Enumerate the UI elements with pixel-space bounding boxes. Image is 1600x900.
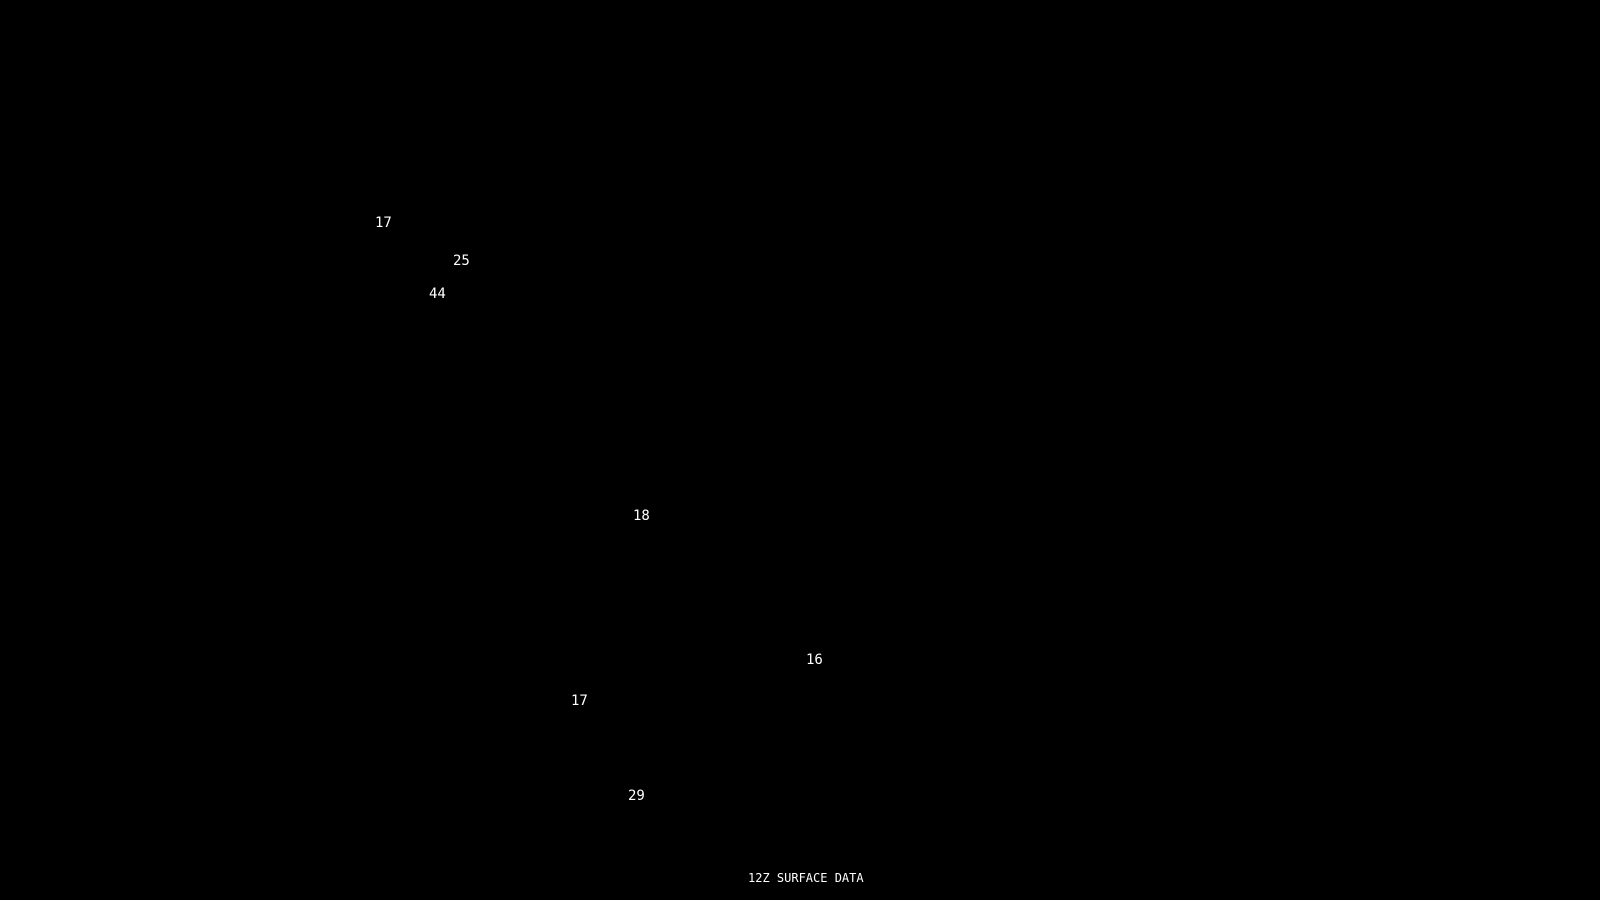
station-value: 44: [429, 286, 446, 302]
legend-text: 12Z SURFACE DATA: [748, 871, 864, 885]
station-value: 25: [453, 253, 470, 269]
station-value: 18: [633, 508, 650, 524]
station-value: 17: [571, 693, 588, 709]
station-value: 29: [628, 788, 645, 804]
station-value: 17: [375, 215, 392, 231]
station-value: 16: [806, 652, 823, 668]
